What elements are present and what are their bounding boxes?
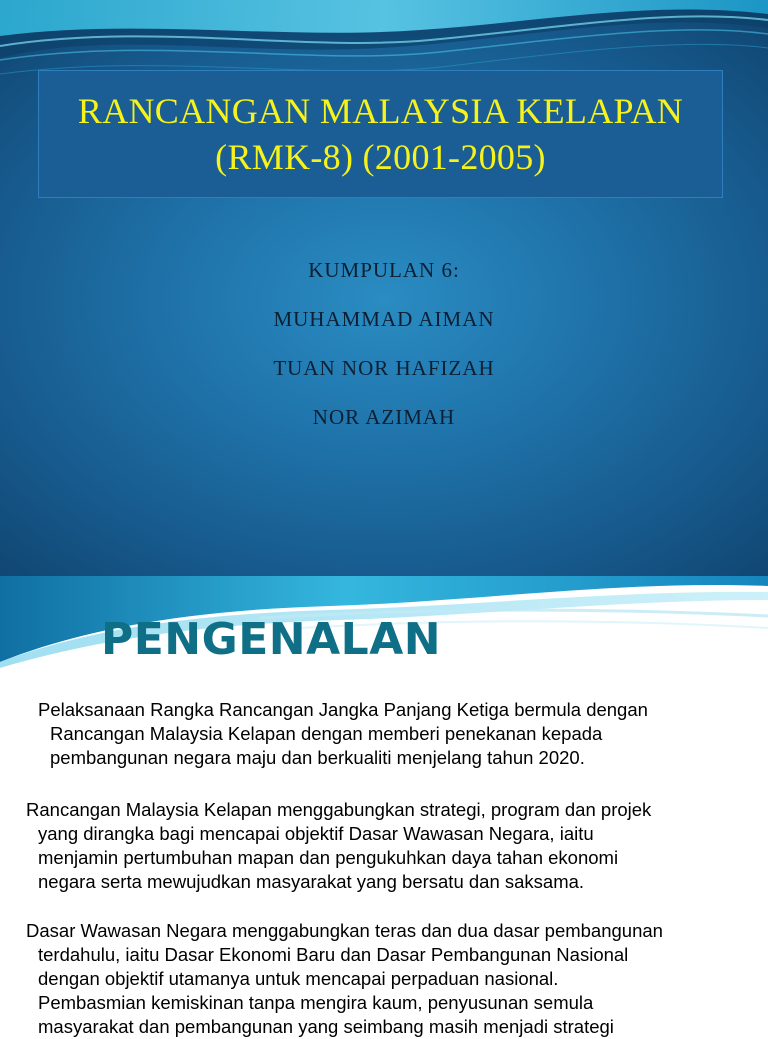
paragraph-line: yang dirangka bagi mencapai objektif Dasar Wawasan Negara, iaitu [38,823,594,844]
paragraph-line: Rancangan Malaysia Kelapan dengan memberi penekanan kepada [50,723,603,744]
paragraph-line: terdahulu, iaitu Dasar Ekonomi Baru dan Dasar Pembangunan Nasional [38,944,629,965]
paragraph-2 [26,798,651,894]
title-line-1: RANCANGAN MALAYSIA KELAPAN [77,91,684,131]
group-label: KUMPULAN 6: [308,258,460,282]
paragraph-line: Dasar Wawasan Negara menggabungkan teras dan dua dasar pembangunan [26,920,663,941]
paragraph-line: negara serta mewujudkan masyarakat yang bersatu dan saksama. [38,871,585,892]
paragraph-line: Rancangan Malaysia Kelapan menggabungkan strategi, program dan projek [26,799,652,820]
paragraph-line: menjamin pertumbuhan mapan dan pengukuhkan daya tahan ekonomi [38,847,619,868]
member-name: NOR AZIMAH [312,405,456,429]
slide-heading: PENGENALAN [101,614,442,665]
paragraph-line: dengan objektif utamanya untuk mencapai perpaduan nasional. [38,968,559,989]
paragraph-1 [38,698,648,770]
title-box [38,70,723,198]
intro-slide [0,576,768,1037]
paragraph-line: masyarakat dan pembangunan yang seimbang masih menjadi strategi [38,1016,614,1037]
paragraph-3 [26,919,663,1039]
member-name: MUHAMMAD AIMAN [273,307,495,331]
member-name: TUAN NOR HAFIZAH [273,356,495,380]
paragraph-line: pembangunan negara maju dan berkualiti menjelang tahun 2020. [50,747,585,768]
title-line-2: (RMK-8) (2001-2005) [215,137,546,177]
paragraph-line: Pelaksanaan Rangka Rancangan Jangka Panjang Ketiga bermula dengan [38,699,648,720]
group-members [0,246,768,442]
paragraph-line: Pembasmian kemiskinan tanpa mengira kaum, penyusunan semula [38,992,594,1013]
